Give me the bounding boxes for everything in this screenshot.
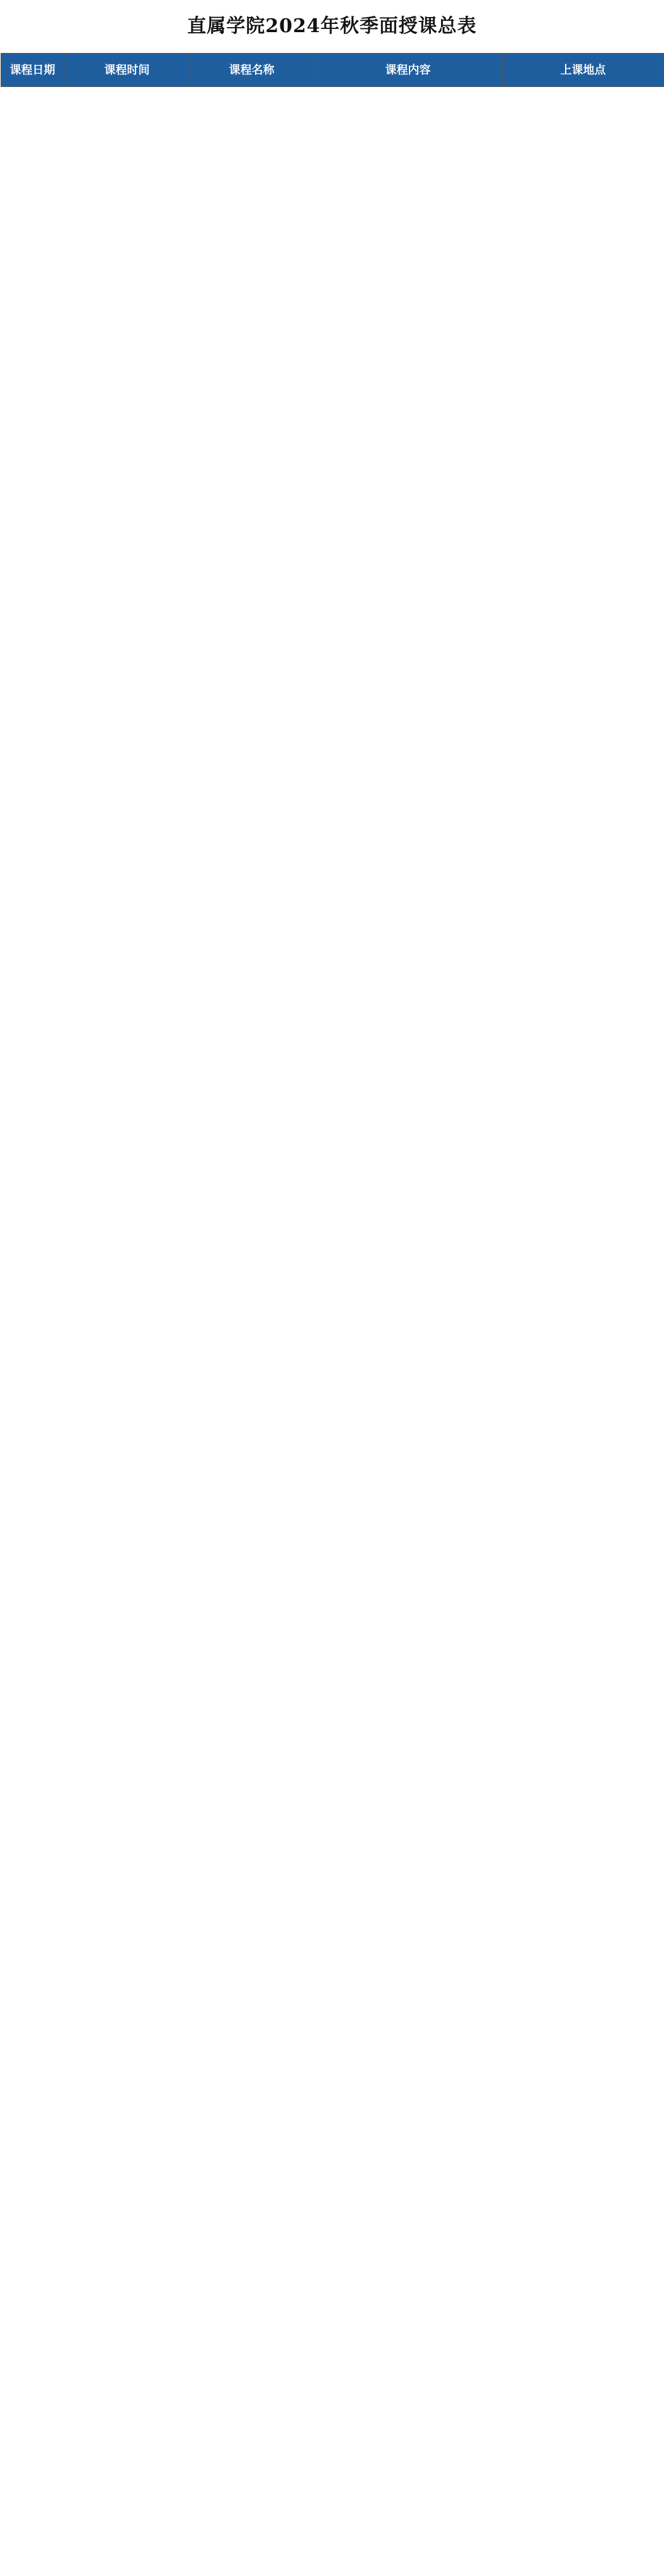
col-header-content: 课程内容 (314, 54, 503, 87)
schedule-table (1, 53, 664, 87)
header-row (1, 54, 664, 87)
page-title: 直属学院2024年秋季面授课总表 (187, 15, 477, 37)
col-header-date: 课程日期 (1, 54, 64, 87)
col-header-time: 课程时间 (64, 54, 190, 87)
col-header-location: 上课地点 (503, 54, 664, 87)
col-header-course: 课程名称 (190, 54, 314, 87)
